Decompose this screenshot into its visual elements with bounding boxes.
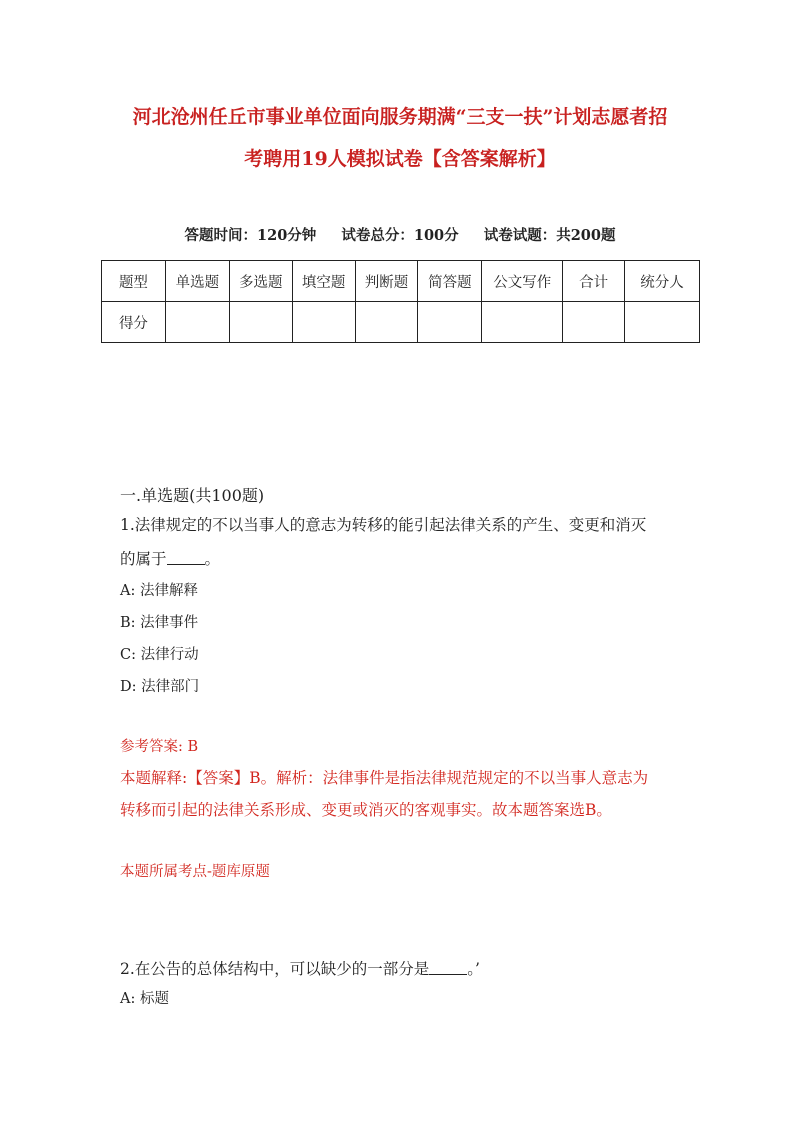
- score-cell: [165, 302, 229, 343]
- score-cell: [418, 302, 482, 343]
- question-1-answer: 参考答案: B: [120, 739, 199, 755]
- score-table-header-row: [102, 261, 700, 302]
- exam-time: 答题时间：120分钟: [184, 227, 317, 244]
- header-cell: 简答题: [418, 261, 482, 302]
- score-cell: [355, 302, 418, 343]
- header-cell: 多选题: [229, 261, 292, 302]
- question-1-explanation-line-2: 转移而引起的法律关系形成、变更或消灭的客观事实。故本题答案选B。: [120, 801, 612, 819]
- question-1-line-1: 1.法律规定的不以当事人的意志为转移的能引起法律关系的产生、变更和消灭: [120, 516, 647, 534]
- score-cell: [563, 302, 625, 343]
- header-cell: 填空题: [292, 261, 355, 302]
- answer-blank: [429, 960, 467, 975]
- question-1-option-c: C: 法律行动: [120, 647, 199, 663]
- question-2-text: [120, 960, 480, 978]
- exam-info: [0, 224, 800, 245]
- row-label-cell: 得分: [102, 302, 166, 343]
- question-2-stem: 2.在公告的总体结构中，可以缺少的一部分是: [120, 960, 430, 978]
- exam-total-score: 试卷总分：100分: [341, 227, 459, 244]
- header-cell: 合计: [563, 261, 625, 302]
- question-1-option-b: B: 法律事件: [120, 615, 199, 631]
- question-1-explanation-line-1: 本题解释:【答案】B。解析：法律事件是指法律规范规定的不以当事人意志为: [120, 769, 649, 787]
- header-cell: 判断题: [355, 261, 418, 302]
- document-title-line-1: 河北沧州任丘市事业单位面向服务期满“三支一扶”计划志愿者招: [132, 106, 668, 128]
- document-title-line-2: 考聘用19人模拟试卷【含答案解析】: [244, 148, 556, 170]
- score-cell: [625, 302, 700, 343]
- question-1-line-2: [120, 550, 220, 568]
- question-1-end: 。: [204, 550, 221, 568]
- score-cell: [229, 302, 292, 343]
- question-1-option-d: D: 法律部门: [120, 679, 200, 695]
- score-table: [101, 260, 700, 343]
- section-title: 一.单选题(共100题): [120, 486, 265, 505]
- header-cell: 公文写作: [482, 261, 563, 302]
- question-1-option-a: A: 法律解释: [120, 583, 198, 599]
- question-1-topic: 本题所属考点-题库原题: [120, 864, 270, 880]
- header-cell: 题型: [102, 261, 166, 302]
- question-1-text: 的属于: [120, 550, 167, 568]
- score-table-score-row: [102, 302, 700, 343]
- header-cell: 统分人: [625, 261, 700, 302]
- header-cell: 单选题: [165, 261, 229, 302]
- score-cell: [482, 302, 563, 343]
- question-2-option-a: A: 标题: [120, 991, 169, 1007]
- question-2-end: 。’: [467, 960, 480, 978]
- score-cell: [292, 302, 355, 343]
- exam-question-count: 试卷试题：共200题: [483, 227, 616, 244]
- answer-blank: [167, 550, 205, 565]
